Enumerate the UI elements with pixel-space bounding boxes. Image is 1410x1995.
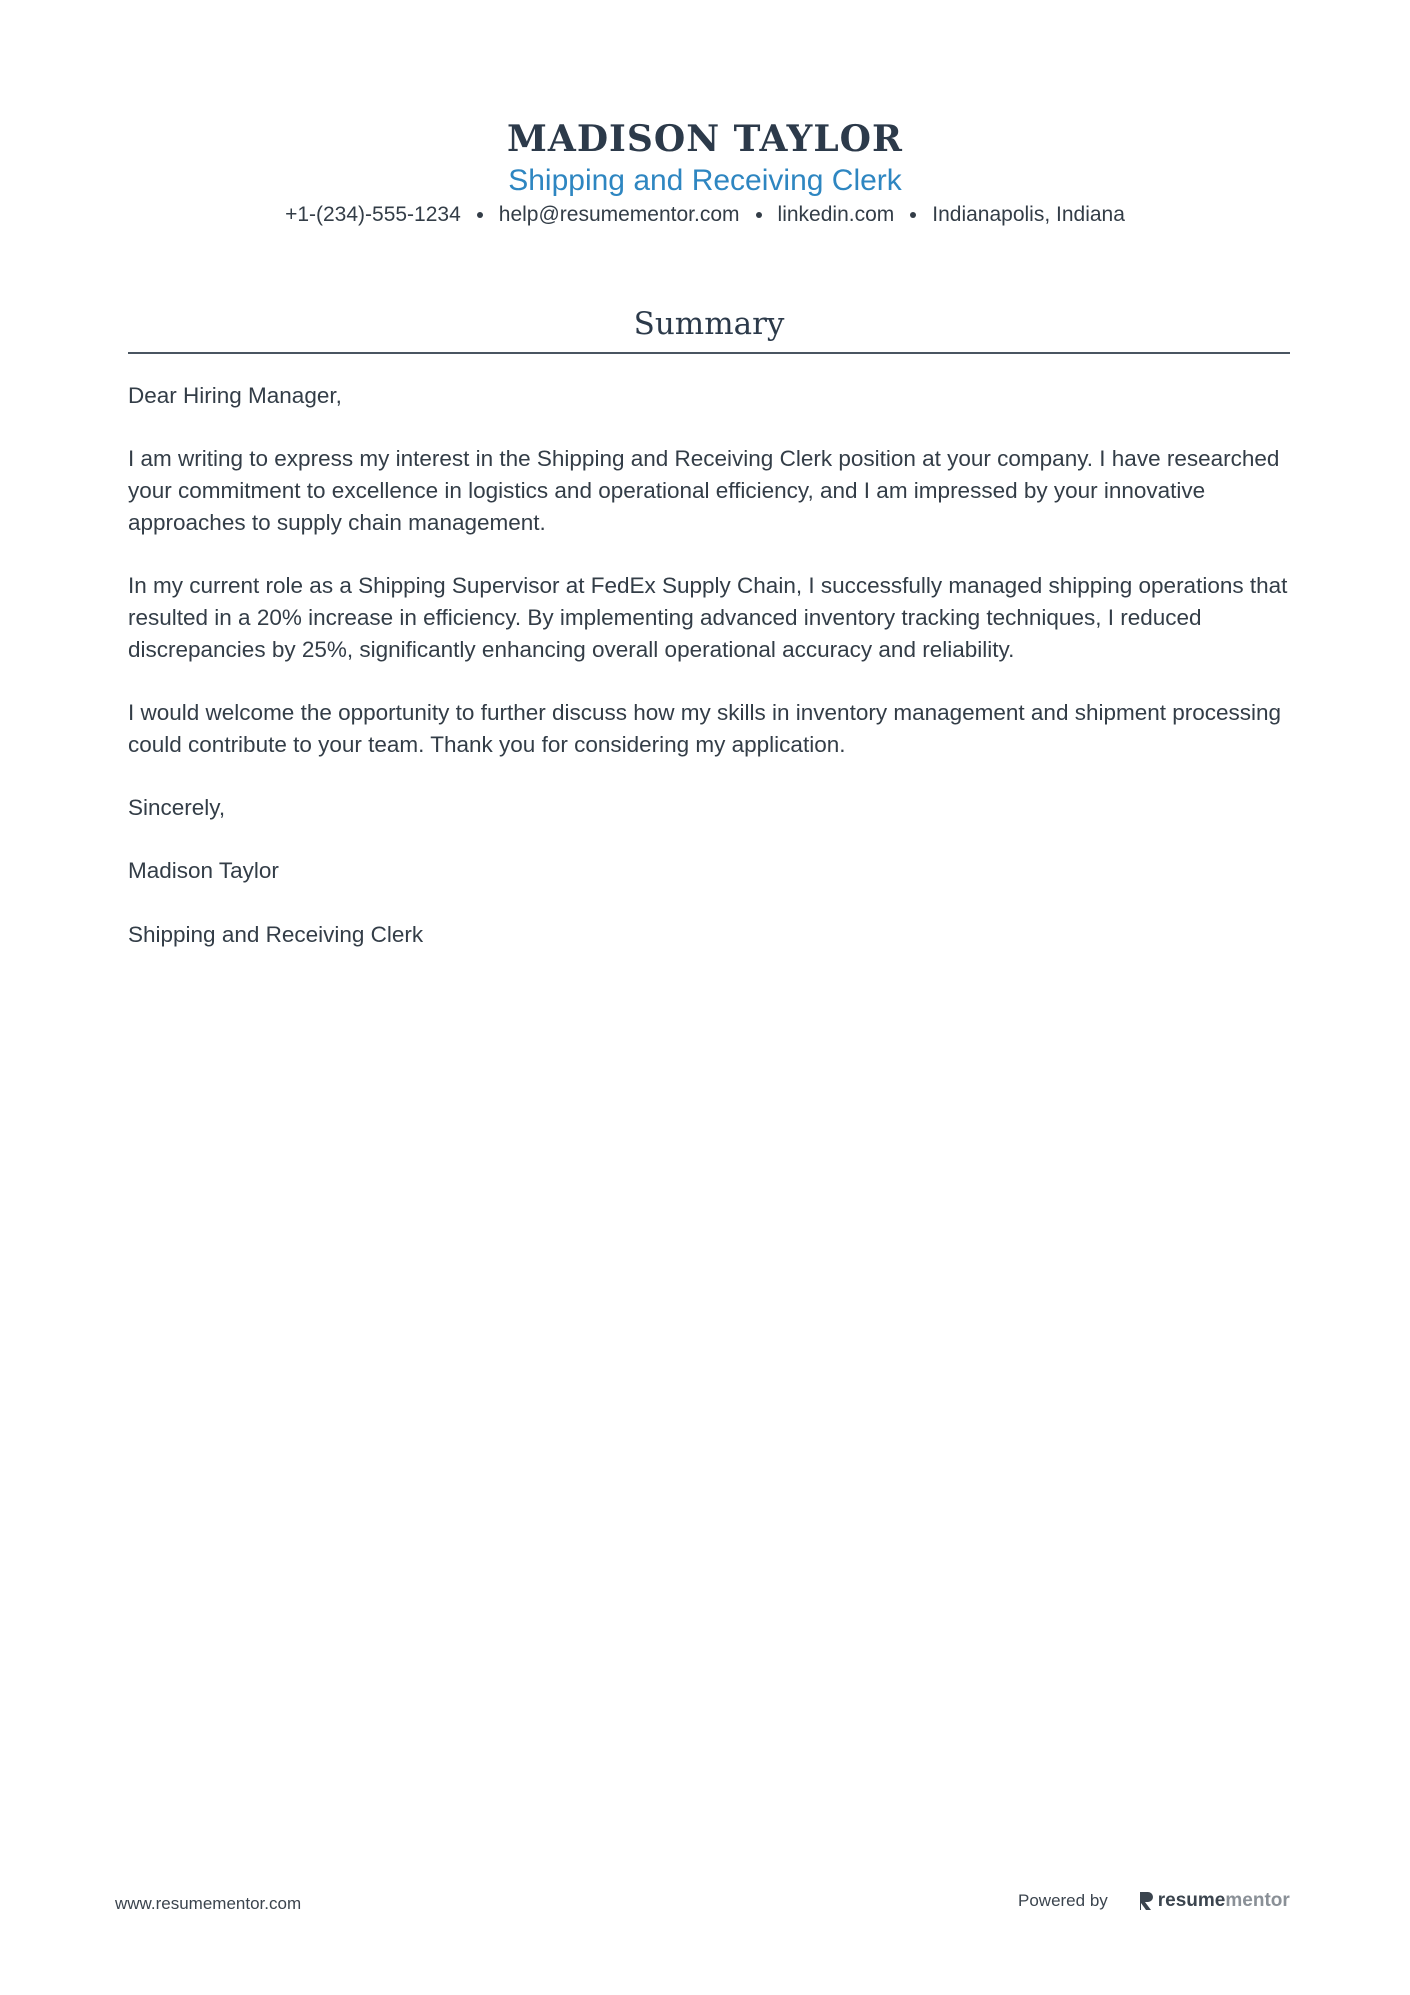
- contact-phone: +1-(234)-555-1234: [285, 203, 461, 226]
- section-heading-summary: Summary: [128, 304, 1290, 354]
- candidate-name: MADISON TAYLOR: [507, 118, 903, 160]
- resumementor-logo-icon: [1138, 1891, 1154, 1911]
- contact-location: Indianapolis, Indiana: [932, 203, 1125, 226]
- bullet-separator: [910, 212, 916, 218]
- logo-text-mentor: mentor: [1225, 1890, 1290, 1911]
- logo-text-resume: resume: [1157, 1890, 1226, 1911]
- powered-by-label: Powered by: [1018, 1891, 1108, 1910]
- bullet-separator: [477, 212, 483, 218]
- letter-header: [0, 116, 1410, 230]
- closing: Sincerely,: [128, 795, 226, 821]
- letter-paragraph: I would welcome the opportunity to further discuss how my skills in inventory management and shipment processing could contribute to your team. Thank you for considering my application.: [128, 699, 1282, 757]
- footer-website[interactable]: www.resumementor.com: [115, 1894, 302, 1913]
- resumementor-logo[interactable]: [1138, 1890, 1290, 1912]
- letter-paragraph: In my current role as a Shipping Supervisor at FedEx Supply Chain, I successfully managed shipping operations that resulted in a 20% increase in efficiency. By implementing advanced inventory tracking techniques, I reduced discrepancies by 25%, significantly enhancing overall operational accuracy and reliability.: [128, 573, 1288, 662]
- letter-body: [128, 380, 1290, 982]
- contact-line: [0, 200, 1410, 230]
- contact-linkedin[interactable]: linkedin.com: [777, 203, 895, 226]
- candidate-job-title: Shipping and Receiving Clerk: [508, 164, 902, 197]
- salutation: Dear Hiring Manager,: [128, 383, 342, 408]
- signature-title: Shipping and Receiving Clerk: [128, 921, 424, 947]
- footer-powered-by: [1018, 1890, 1290, 1912]
- signature-name: Madison Taylor: [128, 858, 279, 884]
- letter-paragraph: I am writing to express my interest in the Shipping and Receiving Clerk position at your company. I have researched your commitment to excellence in logistics and operational efficiency, and I am impressed by your innovative approaches to supply chain management.: [128, 446, 1280, 535]
- contact-email[interactable]: help@resumementor.com: [498, 203, 740, 226]
- bullet-separator: [756, 212, 762, 218]
